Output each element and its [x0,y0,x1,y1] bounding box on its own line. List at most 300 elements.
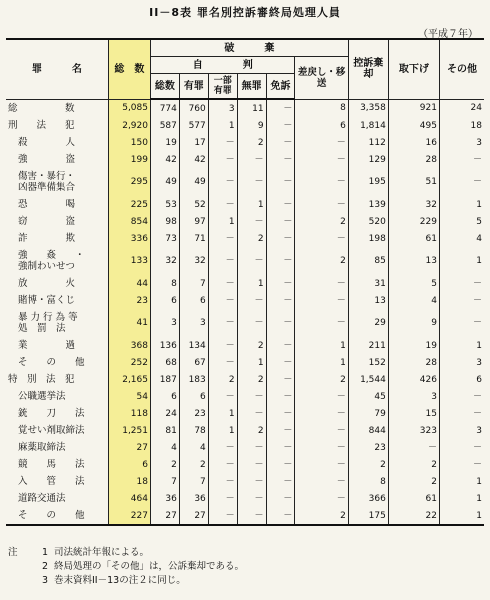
cell-other: 3 [439,422,484,439]
cell-remand: － [295,473,348,490]
table-row [6,439,484,456]
cell-guilty: 78 [179,422,208,439]
cell-sj-total: 98 [150,213,179,230]
cell-remand: 1 [295,337,348,354]
data-table [6,38,484,526]
cell-other: － [439,292,484,309]
cell-guilty: 6 [179,292,208,309]
cell-not-guilty: 2 [237,371,266,388]
cell-total: 252 [108,354,150,371]
cell-partial-guilty: － [208,292,237,309]
cell-guilty: 52 [179,196,208,213]
cell-remand: － [295,168,348,196]
cell-withdrawal: 2 [388,456,439,473]
cell-appeal-rejected: 8 [348,473,388,490]
cell-appeal-rejected: 152 [348,354,388,371]
cell-other: 1 [439,473,484,490]
cell-remand: － [295,230,348,247]
cell-partial-guilty: － [208,134,237,151]
cell-not-guilty: － [237,473,266,490]
cell-sj-total: 136 [150,337,179,354]
row-crime-name: 傷害・暴行・ 凶器準備集合 [18,171,76,193]
cell-guilty: 577 [179,117,208,134]
cell-appeal-rejected: 195 [348,168,388,196]
cell-sj-total: 36 [150,490,179,507]
cell-partial-guilty: － [208,456,237,473]
cell-remand: 2 [295,247,348,275]
cell-other: 1 [439,507,484,525]
cell-guilty: 6 [179,388,208,405]
cell-exemption: － [266,275,295,292]
cell-total: 464 [108,490,150,507]
cell-guilty: 49 [179,168,208,196]
cell-sj-total: 774 [150,99,179,117]
cell-appeal-rejected: 79 [348,405,388,422]
cell-withdrawal: 13 [388,247,439,275]
cell-sj-total: 81 [150,422,179,439]
table-row [6,196,484,213]
cell-other: 5 [439,213,484,230]
cell-exemption: － [266,247,295,275]
cell-partial-guilty: 2 [208,371,237,388]
cell-withdrawal: 229 [388,213,439,230]
table-row [6,422,484,439]
cell-sj-total: 19 [150,134,179,151]
note-item [8,546,244,560]
cell-withdrawal: 15 [388,405,439,422]
cell-appeal-rejected: 2 [348,456,388,473]
cell-sj-total: 587 [150,117,179,134]
cell-total: 1,251 [108,422,150,439]
cell-withdrawal: 19 [388,337,439,354]
cell-remand: 2 [295,371,348,388]
note-text: 司法統計年報による。 [54,547,150,558]
cell-appeal-rejected: 29 [348,309,388,337]
cell-withdrawal: 22 [388,507,439,525]
cell-partial-guilty: 1 [208,422,237,439]
cell-total: 225 [108,196,150,213]
cell-partial-guilty: － [208,151,237,168]
cell-withdrawal: － [388,439,439,456]
table-row [6,99,484,117]
cell-total: 118 [108,405,150,422]
cell-guilty: 32 [179,247,208,275]
cell-total: 6 [108,456,150,473]
table-row [6,292,484,309]
cell-sj-total: 3 [150,309,179,337]
cell-withdrawal: 16 [388,134,439,151]
cell-other: － [439,309,484,337]
row-crime-name: 放 火 [18,278,76,289]
cell-appeal-rejected: 45 [348,388,388,405]
cell-remand: 2 [295,507,348,525]
cell-other: 3 [439,134,484,151]
cell-remand: 6 [295,117,348,134]
table-row [6,456,484,473]
cell-guilty: 36 [179,490,208,507]
header-sj-total: 総数 [150,74,179,100]
row-crime-name: 強 盗 [18,154,76,165]
cell-remand: － [295,275,348,292]
note-number: 2 [41,561,49,572]
cell-total: 199 [108,151,150,168]
row-crime-name: 業 過 [18,340,76,351]
cell-partial-guilty: － [208,247,237,275]
cell-total: 2,165 [108,371,150,388]
cell-withdrawal: 4 [388,292,439,309]
cell-guilty: 2 [179,456,208,473]
cell-not-guilty: － [237,151,266,168]
cell-appeal-rejected: 112 [348,134,388,151]
cell-not-guilty: 2 [237,230,266,247]
header-self-judgment: 自 判 [150,57,294,74]
cell-sj-total: 6 [150,388,179,405]
table-title: II－8表 罪名別控訴審終局処理人員 [149,6,341,19]
cell-total: 18 [108,473,150,490]
cell-guilty: 134 [179,337,208,354]
row-crime-name: 銃 刀 法 [18,408,85,419]
cell-total: 336 [108,230,150,247]
cell-total: 23 [108,292,150,309]
cell-withdrawal: 2 [388,473,439,490]
cell-sj-total: 2 [150,456,179,473]
cell-partial-guilty: － [208,196,237,213]
cell-appeal-rejected: 1,814 [348,117,388,134]
header-dismissal: 破 棄 [150,39,348,57]
cell-exemption: － [266,473,295,490]
cell-partial-guilty: － [208,230,237,247]
cell-other: － [439,456,484,473]
cell-sj-total: 73 [150,230,179,247]
cell-partial-guilty: － [208,388,237,405]
row-crime-name: 賭博・富くじ [18,295,76,306]
cell-exemption: － [266,507,295,525]
row-crime-name: 覚せい剤取締法 [18,425,85,436]
cell-not-guilty: － [237,292,266,309]
cell-appeal-rejected: 366 [348,490,388,507]
cell-withdrawal: 426 [388,371,439,388]
cell-guilty: 71 [179,230,208,247]
header-crime: 罪 名 [6,39,108,99]
cell-sj-total: 27 [150,507,179,525]
cell-exemption: － [266,117,295,134]
cell-exemption: － [266,422,295,439]
cell-total: 295 [108,168,150,196]
cell-partial-guilty: － [208,507,237,525]
cell-total: 2,920 [108,117,150,134]
cell-exemption: － [266,405,295,422]
cell-remand: － [295,388,348,405]
cell-not-guilty: 1 [237,275,266,292]
cell-sj-total: 7 [150,473,179,490]
row-crime-name: 恐 喝 [18,199,76,210]
table-row [6,168,484,196]
row-crime-name: 総 数 [8,102,75,114]
cell-other: － [439,439,484,456]
cell-exemption: － [266,388,295,405]
cell-partial-guilty: 1 [208,405,237,422]
header-partial-guilty: 一部有罪 [208,74,237,100]
cell-other: － [439,388,484,405]
cell-withdrawal: 32 [388,196,439,213]
cell-partial-guilty: － [208,354,237,371]
cell-other: 1 [439,337,484,354]
cell-remand: － [295,151,348,168]
cell-not-guilty: － [237,456,266,473]
cell-remand: － [295,456,348,473]
cell-guilty: 7 [179,473,208,490]
row-crime-name: そ の 他 [18,357,85,368]
cell-other: 6 [439,371,484,388]
cell-guilty: 23 [179,405,208,422]
cell-not-guilty: 1 [237,354,266,371]
cell-appeal-rejected: 23 [348,439,388,456]
cell-not-guilty: 11 [237,99,266,117]
cell-guilty: 4 [179,439,208,456]
cell-total: 150 [108,134,150,151]
cell-appeal-rejected: 3,358 [348,99,388,117]
header-other: その他 [439,39,484,99]
cell-not-guilty: 1 [237,196,266,213]
cell-total: 54 [108,388,150,405]
row-crime-name: 競 馬 法 [18,459,85,470]
row-crime-name: 窃 盗 [18,216,76,227]
row-crime-name: 刑 法 犯 [8,120,75,131]
table-row [6,275,484,292]
cell-not-guilty: － [237,213,266,230]
cell-sj-total: 68 [150,354,179,371]
cell-appeal-rejected: 844 [348,422,388,439]
header-withdrawal: 取下げ [388,39,439,99]
header-guilty: 有罪 [179,74,208,100]
cell-other: 1 [439,490,484,507]
cell-guilty: 67 [179,354,208,371]
cell-partial-guilty: － [208,168,237,196]
row-crime-name: 麻薬取締法 [18,442,66,453]
cell-not-guilty: 2 [237,337,266,354]
cell-not-guilty: － [237,507,266,525]
cell-appeal-rejected: 13 [348,292,388,309]
table-row [6,117,484,134]
cell-withdrawal: 9 [388,309,439,337]
note-number: 3 [41,575,49,586]
cell-appeal-rejected: 129 [348,151,388,168]
cell-not-guilty: － [237,490,266,507]
note-text: 巻末資料II－13の注２に同じ。 [54,575,186,586]
header-exemption: 免訴 [266,74,295,100]
cell-partial-guilty: － [208,309,237,337]
cell-total: 27 [108,439,150,456]
note-item [8,560,244,574]
row-crime-name: そ の 他 [6,507,108,525]
cell-appeal-rejected: 175 [348,507,388,525]
header-total: 総 数 [108,39,150,99]
table-row [6,309,484,337]
cell-guilty: 3 [179,309,208,337]
cell-exemption: － [266,134,295,151]
cell-partial-guilty: 1 [208,117,237,134]
cell-appeal-rejected: 85 [348,247,388,275]
row-crime-name: 道路交通法 [18,493,66,504]
cell-guilty: 7 [179,275,208,292]
table-row [6,134,484,151]
cell-guilty: 760 [179,99,208,117]
cell-withdrawal: 3 [388,388,439,405]
cell-withdrawal: 51 [388,168,439,196]
cell-sj-total: 53 [150,196,179,213]
cell-withdrawal: 921 [388,99,439,117]
cell-remand: 8 [295,99,348,117]
row-crime-name: 強 姦 ・ 強制わいせつ [18,250,85,272]
table-row [6,354,484,371]
cell-exemption: － [266,213,295,230]
cell-exemption: － [266,196,295,213]
cell-appeal-rejected: 1,544 [348,371,388,388]
cell-other: 1 [439,196,484,213]
cell-remand: － [295,490,348,507]
cell-guilty: 17 [179,134,208,151]
cell-total: 227 [108,507,150,525]
row-crime-name: 殺 人 [18,137,76,148]
note-text: 終局処理の「その他」は，公訴棄却である。 [54,561,245,572]
table-row [6,507,484,525]
cell-partial-guilty: 1 [208,213,237,230]
cell-appeal-rejected: 139 [348,196,388,213]
cell-other: － [439,168,484,196]
cell-exemption: － [266,151,295,168]
cell-withdrawal: 323 [388,422,439,439]
cell-appeal-rejected: 520 [348,213,388,230]
cell-guilty: 27 [179,507,208,525]
cell-appeal-rejected: 211 [348,337,388,354]
table-body [6,99,484,525]
cell-remand: － [295,439,348,456]
cell-withdrawal: 5 [388,275,439,292]
cell-exemption: － [266,337,295,354]
table-row [6,247,484,275]
note-item [8,574,244,588]
note-number: 1 [41,547,49,558]
cell-partial-guilty: － [208,490,237,507]
cell-other: 18 [439,117,484,134]
cell-remand: － [295,134,348,151]
cell-remand: － [295,405,348,422]
cell-not-guilty: － [237,168,266,196]
cell-sj-total: 6 [150,292,179,309]
cell-not-guilty: 2 [237,134,266,151]
row-crime-name: 公職選挙法 [18,391,66,402]
cell-withdrawal: 495 [388,117,439,134]
row-crime-name: 入 管 法 [18,476,85,487]
cell-not-guilty: － [237,388,266,405]
cell-not-guilty: 9 [237,117,266,134]
table-row [6,337,484,354]
cell-withdrawal: 61 [388,230,439,247]
cell-exemption: － [266,99,295,117]
cell-withdrawal: 28 [388,354,439,371]
cell-remand: － [295,309,348,337]
cell-sj-total: 24 [150,405,179,422]
cell-guilty: 42 [179,151,208,168]
table-row [6,230,484,247]
cell-sj-total: 49 [150,168,179,196]
cell-appeal-rejected: 198 [348,230,388,247]
cell-partial-guilty: － [208,275,237,292]
cell-total: 368 [108,337,150,354]
cell-remand: － [295,422,348,439]
cell-partial-guilty: － [208,473,237,490]
cell-partial-guilty: － [208,439,237,456]
cell-other: － [439,151,484,168]
cell-sj-total: 187 [150,371,179,388]
row-crime-name: 詐 欺 [18,233,76,244]
cell-appeal-rejected: 31 [348,275,388,292]
cell-exemption: － [266,456,295,473]
cell-exemption: － [266,168,295,196]
table-row [6,388,484,405]
cell-exemption: － [266,309,295,337]
cell-other: 24 [439,99,484,117]
cell-other: 4 [439,230,484,247]
cell-sj-total: 42 [150,151,179,168]
cell-total: 5,085 [108,99,150,117]
cell-not-guilty: － [237,405,266,422]
cell-guilty: 183 [179,371,208,388]
cell-sj-total: 32 [150,247,179,275]
cell-not-guilty: － [237,247,266,275]
row-crime-name: 特 別 法 犯 [8,374,75,385]
cell-remand: 2 [295,213,348,230]
table-row [6,151,484,168]
cell-withdrawal: 28 [388,151,439,168]
cell-withdrawal: 61 [388,490,439,507]
cell-exemption: － [266,371,295,388]
cell-exemption: － [266,230,295,247]
cell-sj-total: 8 [150,275,179,292]
cell-remand: － [295,292,348,309]
cell-exemption: － [266,354,295,371]
cell-other: － [439,405,484,422]
table-row [6,405,484,422]
cell-remand: － [295,196,348,213]
cell-other: － [439,275,484,292]
cell-exemption: － [266,490,295,507]
notes [8,546,244,588]
cell-remand: 1 [295,354,348,371]
cell-exemption: － [266,439,295,456]
cell-total: 854 [108,213,150,230]
cell-not-guilty: － [237,439,266,456]
row-crime-name: 暴 力 行 為 等 処 罰 法 [18,312,78,334]
year-label: （平成７年） [418,29,478,40]
note-label: 注 [8,547,18,558]
header-appeal-rejected: 控訴棄却 [348,39,388,99]
table-row [6,213,484,230]
table-row [6,490,484,507]
header-remand: 差戻し・移送 [295,57,348,100]
header-not-guilty: 無罪 [237,74,266,100]
cell-partial-guilty: － [208,337,237,354]
cell-other: 3 [439,354,484,371]
cell-guilty: 97 [179,213,208,230]
cell-not-guilty: 2 [237,422,266,439]
cell-exemption: － [266,292,295,309]
cell-other: 1 [439,247,484,275]
cell-total: 44 [108,275,150,292]
cell-not-guilty: － [237,309,266,337]
cell-total: 133 [108,247,150,275]
table-row [6,473,484,490]
